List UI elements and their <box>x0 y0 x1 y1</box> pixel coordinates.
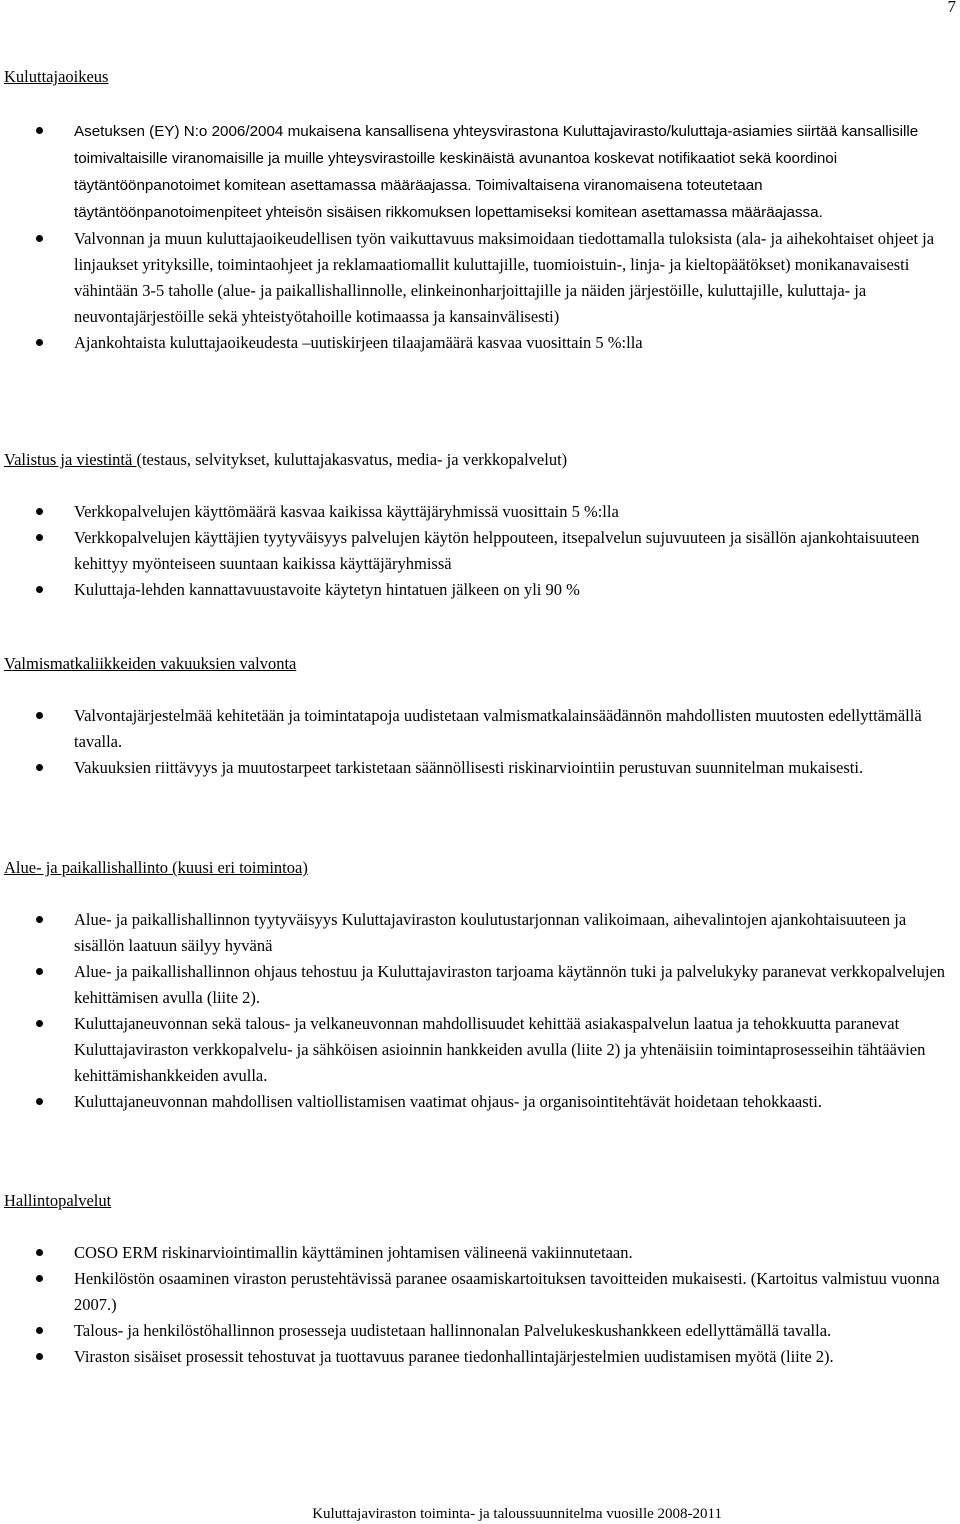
section-heading <box>4 447 954 473</box>
bullet-list <box>4 907 954 1115</box>
heading-underlined: Alue- ja paikallishallinto (kuusi eri toimintoa) <box>4 858 308 877</box>
list-item-text: Kuluttajaneuvonnan sekä talous- ja velkaneuvonnan mahdollisuudet kehittää asiakaspalvelun laatua ja tehokkuutta paranevat Kuluttajaviraston verkkopalvelu- ja sähköisen asioinnin hankkeiden avulla (liite 2) ja yhtenäisiin toimintaprosesseihin tähtäävien kehittämishankkeiden avulla. <box>74 1014 926 1085</box>
heading-underlined: Kuluttajaoikeus <box>4 67 109 86</box>
list-item-text: Valvonnan ja muun kuluttajaoikeudellisen työn vaikuttavuus maksimoidaan tiedottamalla tuloksista (ala- ja aihekohtaiset ohjeet ja linjaukset yrityksille, toimintaohjeet ja reklamaatiomallit kuluttajille, tuomioistuin-, linja- ja kieltopäätökset) monikanavaisesti vähintään 3-5 taholle (alue- ja paikallishallinnolle, elinkeinonharjoittajille ja näiden järjestöille, kuluttajille, kuluttaja- ja neuvontajärjestöille sekä yhteistyötahoille kotimaassa ja kansainvälisesti) <box>74 229 935 326</box>
list-item <box>4 1089 954 1115</box>
list-item-text: Asetuksen (EY) N:o 2006/2004 mukaisena kansallisena yhteysvirastona Kuluttajavirasto/kuluttaja-asiamies siirtää kansallisille toimivaltaisille viranomaisille ja muille yhteysvirastoille keskinäistä avunantoa koskevat notifikaatiot sekä koordinoi täytäntöönpanotoimet komitean asettamassa määräajassa. Toimivaltaisena viranomaisena toteutetaan täytäntöönpanotoimenpiteet yhteisön sisäisen rikkomuksen lopettamiseksi komitean asettamassa määräajassa. <box>74 123 919 221</box>
list-item <box>4 525 954 577</box>
section-kuluttajaoikeus <box>4 64 954 356</box>
list-item <box>4 1240 954 1266</box>
bullet-list <box>4 1240 954 1370</box>
list-item-text: Alue- ja paikallishallinnon ohjaus tehostuu ja Kuluttajaviraston tarjoama käytännön tuki ja palvelukyky paranevat verkkopalvelujen kehittämisen avulla (liite 2). <box>74 962 946 1007</box>
section-alue-ja-paikallishallinto <box>4 855 954 1115</box>
section-heading <box>4 651 954 677</box>
list-item <box>4 959 954 1011</box>
list-item-text: Vakuuksien riittävyys ja muutostarpeet tarkistetaan säännöllisesti riskinarviointiin perustuvan suunnitelman mukaisesti. <box>74 758 864 777</box>
list-item-text: COSO ERM riskinarviointimallin käyttäminen johtamisen välineenä vakiinnutetaan. <box>74 1243 633 1262</box>
list-item-text: Ajankohtaista kuluttajaoikeudesta –uutiskirjeen tilaajamäärä kasvaa vuosittain 5 %:lla <box>74 333 643 352</box>
list-item <box>4 907 954 959</box>
bullet-list <box>4 703 954 781</box>
list-item-text: Henkilöstön osaaminen viraston perustehtävissä paranee osaamiskartoituksen tavoitteiden mukaisesti. (Kartoitus valmistuu vuonna 2007.) <box>74 1269 940 1314</box>
heading-rest: (testaus, selvitykset, kuluttajakasvatus, media- ja verkkopalvelut) <box>136 450 568 469</box>
section-heading <box>4 64 954 90</box>
page-number: 7 <box>947 0 956 16</box>
list-item <box>4 1011 954 1089</box>
heading-underlined: Hallintopalvelut <box>4 1191 112 1210</box>
section-heading <box>4 1188 954 1214</box>
section-valistus-ja-viestinta <box>4 447 954 603</box>
list-item-text: Verkkopalvelujen käyttömäärä kasvaa kaikissa käyttäjäryhmissä vuosittain 5 %:lla <box>74 502 619 521</box>
list-item <box>4 577 954 603</box>
heading-underlined: Valmismatkaliikkeiden vakuuksien valvonta <box>4 654 297 673</box>
page-footer: Kuluttajaviraston toiminta- ja taloussuunnitelma vuosille 2008-2011 <box>312 1506 722 1522</box>
list-item <box>4 330 954 356</box>
list-item-text: Valvontajärjestelmää kehitetään ja toimintatapoja uudistetaan valmismatkalainsäädännön mahdollisten muutosten edellyttämällä tavalla. <box>74 706 922 751</box>
list-item-text: Kuluttajaneuvonnan mahdollisen valtiollistamisen vaatimat ohjaus- ja organisointitehtävät hoidetaan tehokkaasti. <box>74 1092 822 1111</box>
list-item <box>4 1318 954 1344</box>
list-item-text: Verkkopalvelujen käyttäjien tyytyväisyys palvelujen käytön helppouteen, itsepalvelun sujuvuuteen ja sisällön ajankohtaisuuteen kehittyy myönteiseen suuntaan kaikissa käyttäjäryhmissä <box>74 528 920 573</box>
list-item <box>4 755 954 781</box>
list-item-text: Kuluttaja-lehden kannattavuustavoite käytetyn hintatuen jälkeen on yli 90 % <box>74 580 580 599</box>
list-item <box>4 1344 954 1370</box>
list-item <box>4 118 954 226</box>
list-item-text: Viraston sisäiset prosessit tehostuvat ja tuottavuus paranee tiedonhallintajärjestelmien uudistamisen myötä (liite 2). <box>74 1347 834 1366</box>
heading-underlined: Valistus ja viestintä <box>4 450 137 469</box>
list-item-text: Talous- ja henkilöstöhallinnon prosesseja uudistetaan hallinnonalan Palvelukeskushankkeen edellyttämällä tavalla. <box>74 1321 832 1340</box>
list-item <box>4 1266 954 1318</box>
section-hallintopalvelut <box>4 1188 954 1370</box>
section-heading <box>4 855 954 881</box>
bullet-list <box>4 118 954 356</box>
list-item-text: Alue- ja paikallishallinnon tyytyväisyys Kuluttajaviraston koulutustarjonnan valikoimaan, aihevalintojen ajankohtaisuuteen ja sisällön laatuun säilyy hyvänä <box>74 910 907 955</box>
list-item <box>4 499 954 525</box>
section-valmismatkaliikkeet <box>4 651 954 781</box>
bullet-list <box>4 499 954 603</box>
list-item <box>4 703 954 755</box>
list-item <box>4 226 954 330</box>
